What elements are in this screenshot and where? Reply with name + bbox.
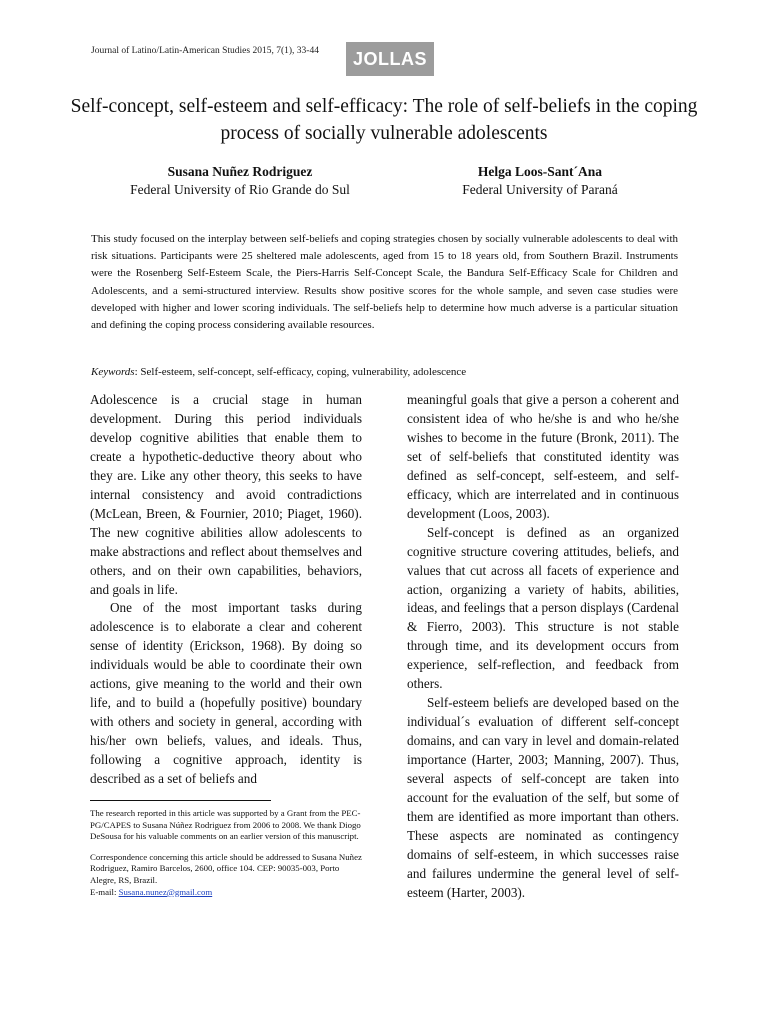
body-column-right — [407, 391, 679, 903]
keywords-text: : Self-esteem, self-concept, self-efficacy, coping, vulnerability, adolescence — [134, 366, 467, 378]
footnotes — [90, 808, 365, 907]
body-paragraph: One of the most important tasks during adolescence is to elaborate a clear and coherent sense of identity (Erickson, 1968). By doing so individuals would be able to coordinate their own actions, give meaning to the world and their own life, and to build a (hopefully positive) boundary with others and society in general, according with his/her own beliefs, values, and ideals. Thus, following a cognitive approach, identity is described as a set of beliefs and — [90, 600, 362, 787]
correspondence-text: Correspondence concerning this article should be addressed to Susana Nuñez Rodriguez, Ramiro Barcelos, 2600, office 104. CEP: 90035-003, Porto Alegre, RS, Brazil. — [90, 851, 362, 885]
keywords-label: Keywords — [91, 366, 135, 378]
author-block-1 — [90, 163, 390, 199]
footnote-grant: The research reported in this article was supported by a Grant from the PEC-PG/CAPES to Susana Núñez Rodriguez from 2006 to 2008. We thank Diogo DeSousa for his valuable comments on an earlier version of this manuscript. — [90, 808, 361, 842]
email-link[interactable]: Susana.nunez@gmail.com — [118, 886, 213, 897]
author-name: Helga Loos-Sant´Ana — [477, 164, 603, 179]
footnote-correspondence — [90, 852, 365, 898]
body-paragraph: Self-concept is defined as an organized cognitive structure covering attitudes, beliefs, and values that cut across all facets of experience and action, organizing a variety of habits, abilities, ideas, and feelings that a person displays (Cardenal & Fierro, 2003). This structure is not stable through time, and its development occurs from experience, self-reflection, and feedback from others. — [407, 524, 679, 692]
journal-logo: JOLLAS — [346, 42, 434, 76]
abstract: This study focused on the interplay between self-beliefs and coping strategies chosen by socially vulnerable adolescents to deal with risk situations. Participants were 25 sheltered male adolescents, aged from 15 to 18 years old, from Southern Brazil. Instruments were the Rosenberg Self-Esteem Scale, the Piers-Harris Self-Concept Scale, the Bandura Self-Efficacy Scale for Children and Adolescents, and a semi-structured interview. Results show positive scores for the whole sample, and seven case studies were developed with higher and lower scoring individuals. The self-beliefs help to determine how much adverse is a particular situation and defining the coping process considering available resources. — [91, 233, 678, 332]
body-paragraph: meaningful goals that give a person a coherent and consistent idea of who he/she is and who he/she wishes to become in the future (Bronk, 2011). The set of self-beliefs that constituted identity was defined as self-concept, self-esteem, and self-efficacy, which are interrelated and in continuous development (Loos, 2003). — [407, 392, 679, 521]
email-label: E-mail: — [90, 886, 119, 897]
footnote-divider — [90, 800, 271, 801]
body-column-left — [90, 391, 362, 789]
keywords — [91, 364, 678, 381]
author-block-2 — [390, 163, 690, 199]
body-paragraph: Adolescence is a crucial stage in human development. During this period individuals develop cognitive abilities that enable them to create a hypothetic-deductive theory about who they are. Like any other theory, this seeks to have internal consistency and avoid contradictions (McLean, Breen, & Fournier, 2010; Piaget, 1960). The new cognitive abilities allow adolescents to make abstractions and reflect about themselves and others, and on their own capabilities, behaviors, and goals in life. — [90, 392, 362, 597]
journal-citation: Journal of Latino/Latin-American Studies 2015, 7(1), 33-44 — [91, 46, 319, 56]
body-paragraph: Self-esteem beliefs are developed based on the individual´s evaluation of different self-concept domains, and can vary in level and domain-related importance (Harter, 2003; Manning, 2007). Thus, several aspects of self-concept are taken into account for the evaluation of the self, but some of them are identified as more important than others. These aspects are nominated as contingency domains of self-esteem, in which successes raise and failures undermine the general level of self-esteem (Harter, 2003). — [407, 695, 679, 900]
paper-title: Self-concept, self-esteem and self-efficacy: The role of self-beliefs in the coping process of socially vulnerable adolescents — [70, 96, 698, 144]
author-affiliation: Federal University of Paraná — [462, 182, 618, 197]
author-name: Susana Nuñez Rodriguez — [167, 164, 313, 179]
author-affiliation: Federal University of Rio Grande do Sul — [130, 182, 350, 197]
